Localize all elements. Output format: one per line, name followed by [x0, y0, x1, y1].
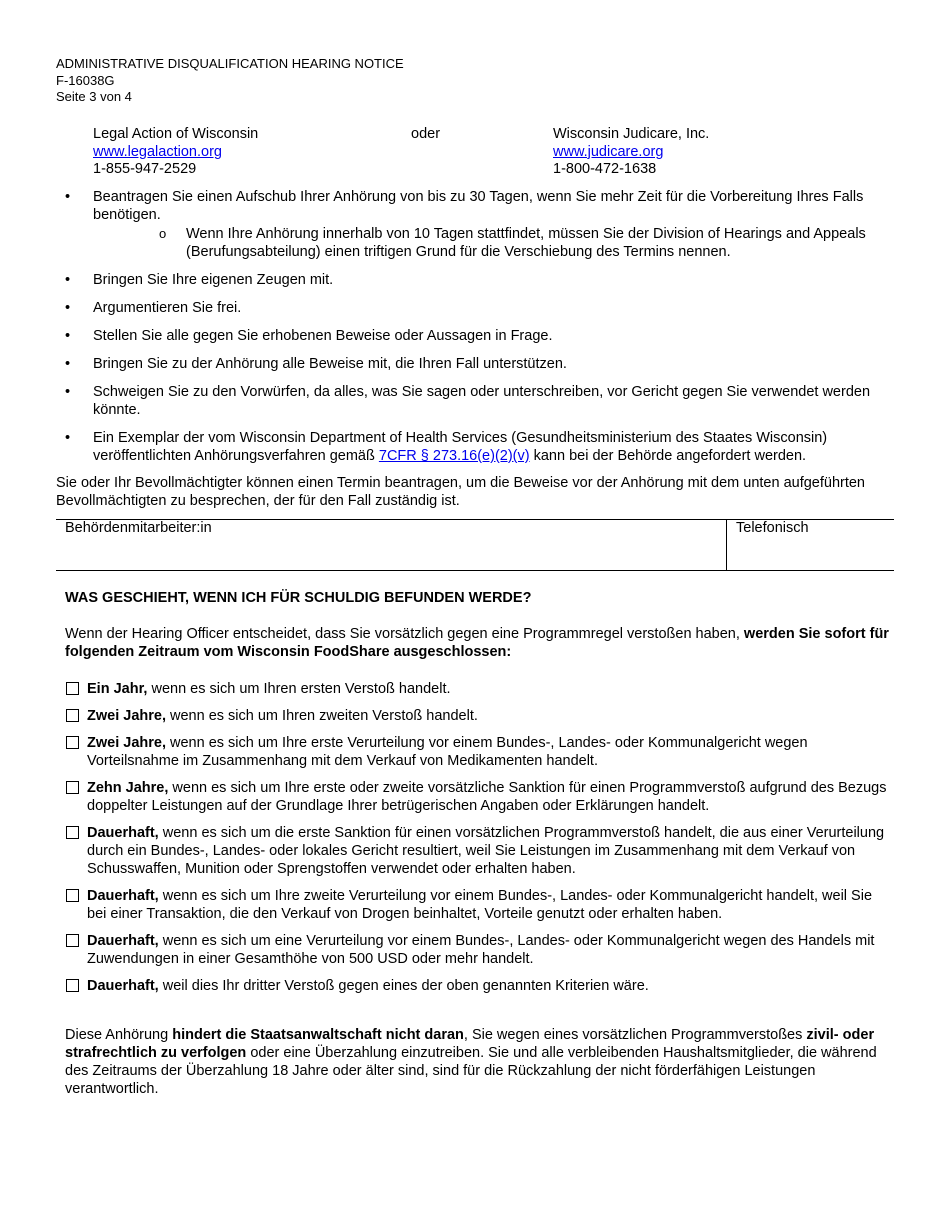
penalty-option	[65, 887, 895, 923]
option-term: Dauerhaft,	[87, 933, 159, 949]
list-item-text: kann bei der Behörde angefordert werden.	[533, 448, 807, 464]
option-term: Ein Jahr,	[87, 681, 148, 697]
bullet-icon: •	[65, 328, 71, 344]
checkbox[interactable]	[66, 736, 79, 749]
contact-legal-action	[93, 126, 258, 179]
checkbox[interactable]	[66, 979, 79, 992]
header-title: ADMINISTRATIVE DISQUALIFICATION HEARING NOTICE	[56, 56, 404, 71]
appointment-paragraph: Sie oder Ihr Bevollmächtigter können einen Termin beantragen, um die Beweise vor der Anhörung mit dem unten aufgeführten Bevollmächtigten zu besprechen, der für den Fall zuständig ist.	[56, 475, 865, 509]
form-id: F-16038G	[56, 72, 115, 88]
penalty-option	[65, 779, 895, 815]
penalty-option	[65, 932, 895, 968]
option-text: wenn es sich um die erste Sanktion für einen vorsätzlichen Programmverstoß handelt, die aus einer Verurteilung durch ein Bundes-, Landes- oder lokales Gericht resultiert, weil Sie Leistungen im Zusammenhang mit dem Verkauf von Schusswaffen, Munition oder Sprengstoffen verwendet oder erhalten haben.	[87, 825, 885, 877]
list-item-text: Argumentieren Sie frei.	[93, 300, 242, 316]
closing-text: Diese Anhörung	[65, 1027, 169, 1043]
section-intro	[65, 625, 895, 661]
checkbox[interactable]	[66, 826, 79, 839]
option-text: wenn es sich um Ihre erste Verurteilung vor einem Bundes-, Landes- oder Kommunalgericht wegen Vorteilsnahme im Zusammenhang mit dem Verkauf von Medikamenten handelt.	[87, 735, 808, 769]
bullet-icon: •	[65, 384, 71, 400]
contact-judicare	[553, 126, 709, 179]
option-term: Zehn Jahre,	[87, 780, 169, 796]
cfr-link[interactable]: 7CFR § 273.16(e)(2)(v)	[378, 448, 530, 464]
penalty-option	[65, 680, 895, 698]
checkbox[interactable]	[66, 709, 79, 722]
list-item-text: Bringen Sie zu der Anhörung alle Beweise mit, die Ihren Fall unterstützen.	[93, 356, 567, 372]
list-item	[56, 271, 896, 289]
checkbox[interactable]	[66, 682, 79, 695]
option-text: wenn es sich um Ihren zweiten Verstoß handelt.	[170, 708, 478, 724]
contact-phone: 1-800-472-1638	[553, 161, 657, 177]
intro-bold-text: werden Sie sofort für folgenden Zeitraum vom Wisconsin FoodShare ausgeschlossen:	[65, 626, 889, 660]
checkbox[interactable]	[66, 934, 79, 947]
list-item-text: Stellen Sie alle gegen Sie erhobenen Beweise oder Aussagen in Frage.	[93, 328, 553, 344]
list-item	[56, 327, 896, 345]
option-term: Dauerhaft,	[87, 978, 159, 994]
contact-name: Legal Action of Wisconsin	[93, 126, 259, 142]
option-text: wenn es sich um Ihren ersten Verstoß handelt.	[151, 681, 451, 697]
list-item	[56, 299, 896, 317]
penalty-option	[65, 734, 895, 770]
list-item-text: Beantragen Sie einen Aufschub Ihrer Anhörung von bis zu 30 Tagen, wenn Sie mehr Zeit für die Vorbereitung Ihres Falls benötigen.	[93, 189, 864, 223]
sub-list-item	[93, 225, 896, 261]
list-item	[56, 355, 896, 373]
option-text: wenn es sich um Ihre zweite Verurteilung vor einem Bundes-, Landes- oder Kommunalgericht handelt, weil Sie bei einer Transaktion, die den Verkauf von Drogen beinhaltet, Vorteile genutzt oder erhalten haben.	[87, 888, 873, 922]
option-text: wenn es sich um eine Verurteilung vor einem Bundes-, Landes- oder Kommunalgericht wegen des Handels mit Zuwendungen in einer Gesamthöhe von 500 USD oder mehr handelt.	[87, 933, 875, 967]
list-item	[56, 383, 896, 419]
option-term: Zwei Jahre,	[87, 735, 166, 751]
contact-separator: oder	[411, 126, 441, 142]
list-item	[56, 429, 896, 465]
penalty-option	[65, 707, 895, 725]
option-text: wenn es sich um Ihre erste oder zweite vorsätzliche Sanktion für einen Programmverstoß aufgrund des Bezugs doppelter Leistungen auf der Grundlage Ihrer betrügerischen Angaben oder Erklärungen handelt.	[87, 780, 887, 814]
phone-label: Telefonisch	[736, 520, 809, 536]
intro-text: Wenn der Hearing Officer entscheidet, dass Sie vorsätzlich gegen eine Programmregel verstoßen haben,	[65, 626, 740, 642]
option-text: weil dies Ihr dritter Verstoß gegen eines der oben genannten Kriterien wäre.	[162, 978, 649, 994]
closing-paragraph	[65, 1026, 895, 1098]
document-header	[56, 56, 404, 106]
closing-bold-text: zivil- oder strafrechtlich zu verfolgen	[65, 1027, 875, 1061]
bullet-icon: •	[65, 356, 71, 372]
section-title: WAS GESCHIEHT, WENN ICH FÜR SCHULDIG BEFUNDEN WERDE?	[65, 590, 532, 606]
rights-list	[56, 188, 896, 510]
contact-phone: 1-855-947-2529	[93, 161, 197, 177]
bullet-icon: •	[65, 189, 71, 205]
table-divider	[726, 520, 727, 570]
bullet-icon: •	[65, 430, 71, 446]
circle-bullet-icon: o	[159, 226, 167, 241]
closing-bold-text: hindert die Staatsanwaltschaft nicht daran	[172, 1027, 464, 1043]
list-item-text: Bringen Sie Ihre eigenen Zeugen mit.	[93, 272, 334, 288]
staff-contact-table	[56, 519, 894, 571]
staff-label: Behördenmitarbeiter:in	[65, 520, 212, 536]
bullet-icon: •	[65, 300, 71, 316]
option-term: Zwei Jahre,	[87, 708, 166, 724]
checkbox[interactable]	[66, 889, 79, 902]
penalty-option	[65, 824, 895, 878]
penalty-options	[65, 680, 895, 1004]
page-number: Seite 3 von 4	[56, 89, 132, 104]
checkbox[interactable]	[66, 781, 79, 794]
option-term: Dauerhaft,	[87, 888, 159, 904]
option-term: Dauerhaft,	[87, 825, 159, 841]
list-item-text: Schweigen Sie zu den Vorwürfen, da alles, was Sie sagen oder unterschreiben, vor Gericht gegen Sie verwendet werden könnte.	[93, 384, 871, 418]
contact-name: Wisconsin Judicare, Inc.	[553, 126, 710, 142]
penalty-option	[65, 977, 895, 995]
sub-list-item-text: Wenn Ihre Anhörung innerhalb von 10 Tagen stattfindet, müssen Sie der Division of Hearings and Appeals (Berufungsabteilung) einen triftigen Grund für die Verschiebung des Termins nennen.	[186, 226, 866, 260]
contact-link[interactable]: www.judicare.org	[553, 143, 664, 160]
list-item	[56, 188, 896, 261]
closing-text: oder eine Überzahlung einzutreiben. Sie und alle verbleibenden Haushaltsmitglieder, die während des Zeitraums der Überzahlung 18 Jahre oder älter sind, sind für die Rückzahlung der nicht förderfähigen Leistungen verantwortlich.	[65, 1045, 877, 1097]
closing-text: , Sie wegen eines vorsätzlichen Programmverstoßes	[463, 1027, 803, 1043]
contact-link[interactable]: www.legalaction.org	[93, 143, 222, 160]
bullet-icon: •	[65, 272, 71, 288]
list-item-text: Ein Exemplar der vom Wisconsin Department of Health Services (Gesundheitsministerium des Staates Wisconsin) veröffentlichten Anhörungsverfahren gemäß	[93, 430, 828, 464]
